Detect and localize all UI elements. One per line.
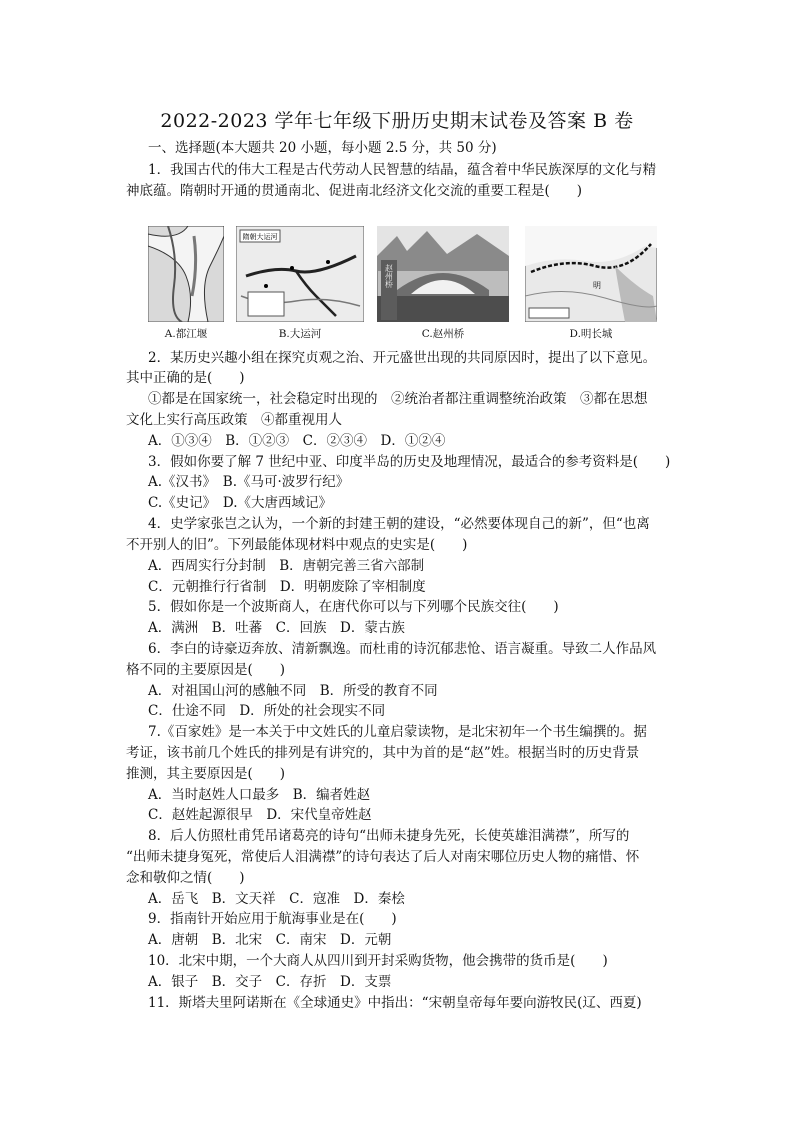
q4-options-2: C．元朝推行行省制 D．明朝废除了宰相制度 xyxy=(148,579,426,595)
q6-options-2: C．仕途不同 D．所处的社会现实不同 xyxy=(148,703,386,719)
q4-options-1: A．西周实行分封制 B．唐朝完善三省六部制 xyxy=(148,558,425,574)
q1-line-2: 神底蕴。隋朝时开通的贯通南北、促进南北经济文化交流的重要工程是( ) xyxy=(126,183,583,199)
q3-line-1: 3．假如你要了解 7 世纪中亚、印度半岛的历史及地理情况，最适合的参考资料是( ) xyxy=(148,454,671,470)
q9-options: A．唐朝 B．北宋 C．南宋 D．元朝 xyxy=(148,932,392,948)
q8-line-2: “出师未捷身冤死，常使后人泪满襟”的诗句表达了后人对南宋哪位历史人物的痛惜、怀 xyxy=(126,849,640,865)
q1-line-1: 1．我国古代的伟大工程是古代劳动人民智慧的结晶，蕴含着中华民族深厚的文化与精 xyxy=(148,162,657,178)
q7-line-1: 7.《百家姓》是一本关于中文姓氏的儿童启蒙读物，是北宋初年一个书生编撰的。据 xyxy=(148,724,647,740)
dujiangyan-map-image xyxy=(148,226,224,322)
figure-d xyxy=(525,226,657,344)
q2-line-4: 文化上实行高压政策 ④都重视用人 xyxy=(126,412,342,428)
q8-options: A．岳飞 B．文天祥 C．寇准 D．秦桧 xyxy=(148,891,405,907)
q8-line-3: 念和敬仰之情( ) xyxy=(126,870,245,886)
figure-d-label: 明 xyxy=(593,281,601,290)
q6-line-1: 6．李白的诗豪迈奔放、清新飘逸。而杜甫的诗沉郁悲怆、语言凝重。导致二人作品风 xyxy=(148,641,657,657)
page-title: 2022-2023 学年七年级下册历史期末试卷及答案 B 卷 xyxy=(160,110,634,132)
q10-line-1: 10．北宋中期，一个大商人从四川到开封采购货物，他会携带的货币是( ) xyxy=(148,953,608,969)
figure-c-caption: C.赵州桥 xyxy=(421,328,465,340)
q4-line-2: 不开别人的旧”。下列最能体现材料中观点的史实是( ) xyxy=(126,537,468,553)
section-heading: 一、选择题(本大题共 20 小题，每小题 2.5 分，共 50 分) xyxy=(148,140,497,156)
q7-line-2: 考证，该书前几个姓氏的排列是有讲究的，其中为首的是“赵”姓。根据当时的历史背景 xyxy=(126,745,640,761)
figure-d-caption: D.明长城 xyxy=(569,328,613,340)
q10-options: A．银子 B．交子 C．存折 D．支票 xyxy=(148,974,392,990)
q9-line-1: 9．指南针开始应用于航海事业是在( ) xyxy=(148,911,397,927)
q7-options-2: C．赵姓起源很早 D．宋代皇帝姓赵 xyxy=(148,807,372,823)
q6-options-1: A．对祖国山河的感触不同 B．所受的教育不同 xyxy=(148,683,438,699)
q2-options: A．①③④ B．①②③ C．②③④ D．①②④ xyxy=(148,433,446,449)
q3-options-1: A.《汉书》 B.《马可·波罗行纪》 xyxy=(148,474,350,490)
q1-figure-row xyxy=(148,226,693,344)
q11-line-1: 11．斯塔夫里阿诺斯在《全球通史》中指出：“宋朝皇帝每年要向游牧民(辽、西夏) xyxy=(148,995,642,1011)
figure-c-label: 赵州桥 xyxy=(384,264,394,288)
q2-line-1: 2．某历史兴趣小组在探究贞观之治、开元盛世出现的共同原因时，提出了以下意见。 xyxy=(148,350,657,366)
figure-a-caption: A.都江堰 xyxy=(164,328,208,340)
q6-line-2: 格不同的主要原因是( ) xyxy=(126,662,286,678)
q7-line-3: 推测，其主要原因是( ) xyxy=(126,766,286,782)
q3-options-2: C.《史记》 D.《大唐西域记》 xyxy=(148,495,333,511)
grand-canal-map-image xyxy=(236,226,364,322)
q5-line-1: 5．假如你是一个波斯商人，在唐代你可以与下列哪个民族交往( ) xyxy=(148,599,559,615)
q5-options: A．满洲 B．吐蕃 C．回族 D．蒙古族 xyxy=(148,620,405,636)
q7-options-1: A．当时赵姓人口最多 B．编者姓赵 xyxy=(148,787,371,803)
ming-great-wall-map-image xyxy=(525,226,657,322)
figure-b-label: 隋朝大运河 xyxy=(242,233,278,241)
zhaozhou-bridge-photo xyxy=(377,226,509,322)
figure-b-caption: B.大运河 xyxy=(278,328,322,340)
figure-b xyxy=(236,226,368,344)
q2-line-3: ①都是在国家统一，社会稳定时出现的 ②统治者都注重调整统治政策 ③都在思想 xyxy=(148,391,648,407)
q8-line-1: 8．后人仿照杜甫凭吊诸葛亮的诗句“出师未捷身先死，长使英雄泪满襟”，所写的 xyxy=(148,828,630,844)
q4-line-1: 4．史学家张岂之认为，一个新的封建王朝的建设，“必然要体现自己的新”，但“也离 xyxy=(148,516,650,532)
figure-c xyxy=(377,226,509,344)
q2-line-2: 其中正确的是( ) xyxy=(126,370,245,386)
